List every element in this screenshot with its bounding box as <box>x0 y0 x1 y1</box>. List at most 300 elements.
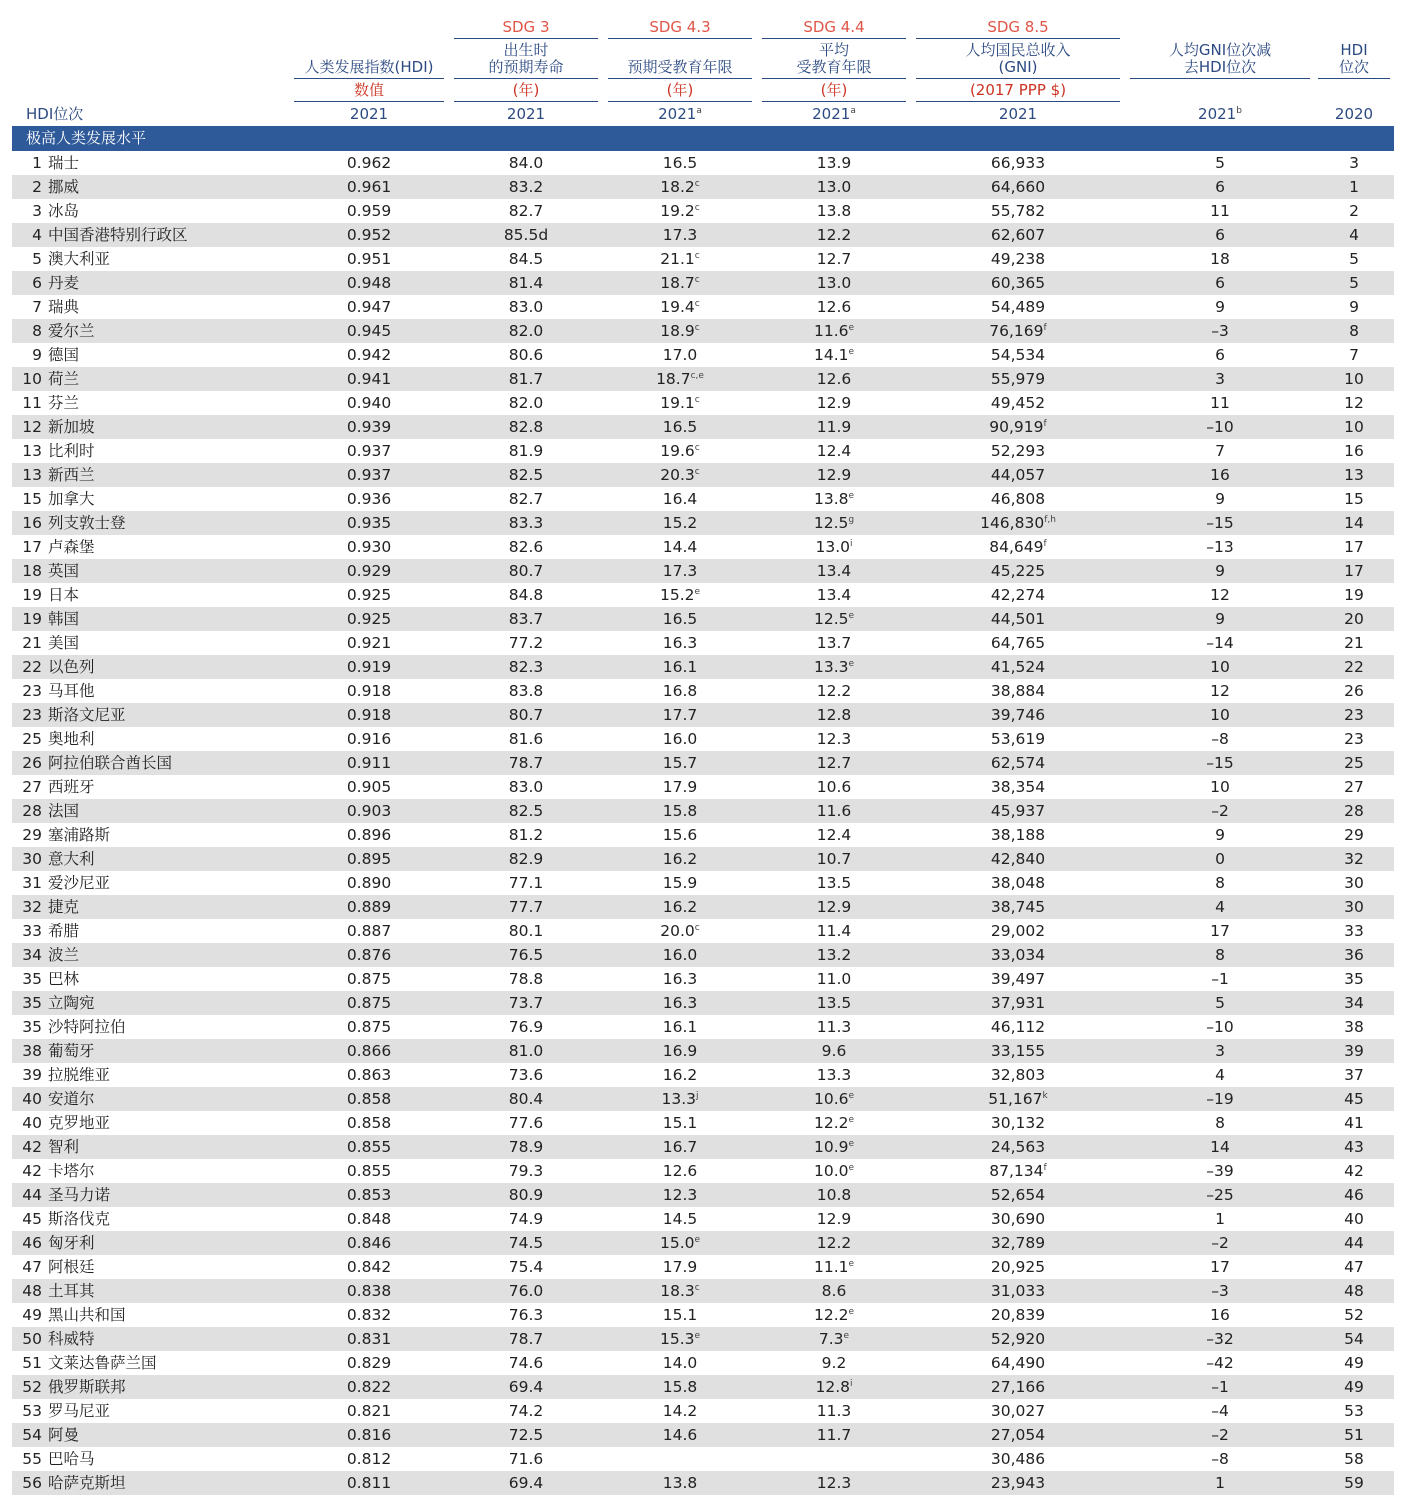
mean-schooling-cell: 7.3e <box>818 1330 850 1348</box>
col-title-diff-1: 人均GNI位次减 <box>1168 41 1272 59</box>
unit-hdi: 数值 <box>353 81 384 99</box>
country-cell: 沙特阿拉伯 <box>48 1018 126 1036</box>
table-row <box>12 1207 1394 1231</box>
table-row <box>12 1159 1394 1183</box>
table-row <box>12 655 1394 679</box>
gni-cell: 27,054 <box>990 1426 1046 1444</box>
hdi-rank-2020-cell: 25 <box>1344 754 1364 772</box>
table-row <box>12 919 1394 943</box>
life-expectancy-cell: 80.1 <box>508 922 544 940</box>
country-cell: 巴林 <box>48 970 80 988</box>
hdi-rank-2020-cell: 39 <box>1344 1042 1364 1060</box>
gni-rank-diff-cell: 4 <box>1215 898 1225 916</box>
mean-schooling-cell: 13.3e <box>813 658 855 676</box>
life-expectancy-cell: 74.9 <box>508 1210 544 1228</box>
mean-schooling-cell: 11.7 <box>816 1426 852 1444</box>
gni-cell: 64,490 <box>990 1354 1046 1372</box>
gni-cell: 146,830$^{f,h}$ <box>980 514 1056 532</box>
gni-cell: 42,840 <box>990 850 1046 868</box>
life-expectancy-cell: 74.2 <box>508 1402 544 1420</box>
gni-rank-diff-cell: 1 <box>1215 1474 1225 1492</box>
hdi-cell: 0.935 <box>346 514 392 532</box>
gni-cell: 51,167$^k$ <box>988 1090 1048 1108</box>
mean-schooling-cell: 13.3 <box>816 1066 852 1084</box>
country-cell: 中国香港特别行政区 <box>48 226 188 244</box>
hdi-cell: 0.848 <box>346 1210 392 1228</box>
mean-schooling-cell: 9.6 <box>821 1042 847 1060</box>
hdi-rank-2020-cell: 34 <box>1344 994 1364 1012</box>
mean-schooling-cell: 13.0 <box>816 178 852 196</box>
life-expectancy-cell: 82.9 <box>508 850 544 868</box>
sdg-rule <box>762 38 906 39</box>
rank-cell: 51 <box>22 1354 42 1372</box>
gni-rank-diff-cell: 5 <box>1215 994 1225 1012</box>
mean-schooling-cell <box>762 1447 906 1471</box>
title-rule <box>1318 78 1390 79</box>
mean-schooling-cell: 12.7 <box>816 250 852 268</box>
mean-schooling-cell: 12.6 <box>816 298 852 316</box>
gni-cell: 24,563 <box>990 1138 1046 1156</box>
gni-cell: 30,132 <box>990 1114 1046 1132</box>
hdi-rank-2020-cell: 26 <box>1344 682 1364 700</box>
gni-rank-diff-cell: –3 <box>1211 322 1229 340</box>
table-row <box>12 1183 1394 1207</box>
gni-rank-diff-cell: 14 <box>1210 1138 1230 1156</box>
rank-cell: 31 <box>22 874 42 892</box>
col-title-hdi: 人类发展指数(HDI) <box>304 58 434 76</box>
gni-cell: 33,034 <box>990 946 1046 964</box>
life-expectancy-cell: 71.6 <box>508 1450 544 1468</box>
gni-cell: 53,619 <box>990 730 1046 748</box>
expected-schooling-cell: 15.2 <box>662 514 698 532</box>
hdi-cell: 0.811 <box>346 1474 392 1492</box>
gni-cell: 38,884 <box>990 682 1046 700</box>
hdi-cell: 0.896 <box>346 826 392 844</box>
hdi-cell: 0.890 <box>346 874 392 892</box>
rank-cell: 15 <box>22 490 42 508</box>
table-row <box>12 1423 1394 1447</box>
table-row <box>12 1447 1394 1471</box>
table-row <box>12 247 1394 271</box>
hdi-cell: 0.842 <box>346 1258 392 1276</box>
expected-schooling-cell: 16.5 <box>662 154 698 172</box>
expected-schooling-cell: 19.4$^c$ <box>660 298 700 316</box>
mean-schooling-cell: 12.2e <box>813 1306 855 1324</box>
expected-schooling-cell: 14.2 <box>662 1402 698 1420</box>
table-row <box>12 607 1394 631</box>
gni-rank-diff-cell: 6 <box>1215 274 1225 292</box>
life-expectancy-cell: 82.5 <box>508 802 544 820</box>
gni-rank-diff-cell: 8 <box>1215 946 1225 964</box>
table-row <box>12 1303 1394 1327</box>
country-cell: 瑞典 <box>48 298 80 316</box>
mean-schooling-cell: 12.4 <box>816 826 852 844</box>
country-cell: 克罗地亚 <box>48 1114 111 1132</box>
country-cell: 匈牙利 <box>48 1234 95 1252</box>
table-row <box>12 223 1394 247</box>
gni-cell: 32,789 <box>990 1234 1046 1252</box>
title-rule <box>294 78 444 79</box>
country-cell: 英国 <box>48 562 80 580</box>
life-expectancy-cell: 81.0 <box>508 1042 544 1060</box>
expected-schooling-cell: 21.1$^c$ <box>660 250 700 268</box>
life-expectancy-cell: 69.4 <box>508 1474 544 1492</box>
table-row <box>12 295 1394 319</box>
hdi-rank-2020-cell: 21 <box>1344 634 1364 652</box>
hdi-rank-2020-cell: 16 <box>1344 442 1364 460</box>
rank-cell: 16 <box>22 514 42 532</box>
rank-cell: 10 <box>22 370 42 388</box>
life-expectancy-cell: 80.4 <box>508 1090 544 1108</box>
unit-rule <box>608 101 752 102</box>
life-expectancy-cell: 81.4 <box>508 274 544 292</box>
hdi-rank-2020-cell: 7 <box>1349 346 1359 364</box>
hdi-cell: 0.853 <box>346 1186 392 1204</box>
gni-rank-diff-cell: 11 <box>1210 394 1230 412</box>
life-expectancy-cell: 76.9 <box>508 1018 544 1036</box>
expected-schooling-cell: 17.9 <box>662 778 698 796</box>
life-expectancy-cell: 82.5 <box>508 466 544 484</box>
life-expectancy-cell: 78.7 <box>508 1330 544 1348</box>
col-title-prev-1: HDI <box>1340 41 1368 59</box>
rank-cell: 17 <box>22 538 42 556</box>
table-row <box>12 175 1394 199</box>
hdi-rank-2020-cell: 15 <box>1344 490 1364 508</box>
country-cell: 西班牙 <box>48 778 95 796</box>
gni-cell: 33,155 <box>990 1042 1046 1060</box>
hdi-cell: 0.919 <box>346 658 392 676</box>
country-cell: 美国 <box>48 634 80 652</box>
hdi-rank-2020-cell: 30 <box>1344 898 1364 916</box>
mean-schooling-cell: 13.0$^i$ <box>815 538 853 556</box>
gni-cell: 55,782 <box>990 202 1046 220</box>
rank-cell: 35 <box>22 994 42 1012</box>
hdi-cell: 0.838 <box>346 1282 392 1300</box>
rank-cell: 30 <box>22 850 42 868</box>
country-cell: 葡萄牙 <box>48 1042 95 1060</box>
hdi-cell: 0.855 <box>346 1162 392 1180</box>
life-expectancy-cell: 82.6 <box>508 538 544 556</box>
hdi-cell: 0.959 <box>346 202 392 220</box>
expected-schooling-cell: 19.6$^c$ <box>660 442 700 460</box>
mean-schooling-cell: 13.7 <box>816 634 852 652</box>
hdi-rank-2020-cell: 14 <box>1344 514 1364 532</box>
hdi-cell: 0.940 <box>346 394 392 412</box>
rank-cell: 35 <box>22 1018 42 1036</box>
life-expectancy-cell: 83.8 <box>508 682 544 700</box>
country-cell: 日本 <box>48 586 80 604</box>
table-row <box>12 271 1394 295</box>
title-rule <box>762 78 906 79</box>
country-cell: 以色列 <box>48 658 95 676</box>
hdi-cell: 0.952 <box>346 226 392 244</box>
title-rule <box>608 78 752 79</box>
life-expectancy-cell: 76.0 <box>508 1282 544 1300</box>
expected-schooling-cell: 15.0e <box>659 1234 701 1252</box>
mean-schooling-cell: 8.6 <box>821 1282 847 1300</box>
mean-schooling-cell: 11.1e <box>813 1258 855 1276</box>
life-expectancy-cell: 82.7 <box>508 490 544 508</box>
gni-cell: 38,188 <box>990 826 1046 844</box>
rank-cell: 23 <box>22 682 42 700</box>
gni-rank-diff-cell: 9 <box>1215 610 1225 628</box>
gni-cell: 54,534 <box>990 346 1046 364</box>
gni-cell: 20,839 <box>990 1306 1046 1324</box>
gni-rank-diff-cell: –2 <box>1211 802 1229 820</box>
hdi-cell: 0.918 <box>346 682 392 700</box>
gni-cell: 30,486 <box>990 1450 1046 1468</box>
expected-schooling-cell: 16.7 <box>662 1138 698 1156</box>
year-prev: 2020 <box>1334 105 1374 123</box>
mean-schooling-cell: 13.4 <box>816 562 852 580</box>
expected-schooling-cell: 18.7$^c$ <box>660 274 700 292</box>
gni-rank-diff-cell: 17 <box>1210 1258 1230 1276</box>
life-expectancy-cell: 78.7 <box>508 754 544 772</box>
gni-cell: 37,931 <box>990 994 1046 1012</box>
table-row <box>12 631 1394 655</box>
col-title-life-1: 出生时 <box>503 41 549 59</box>
hdi-cell: 0.937 <box>346 442 392 460</box>
life-expectancy-cell: 83.2 <box>508 178 544 196</box>
gni-rank-diff-cell: 10 <box>1210 778 1230 796</box>
country-cell: 圣马力诺 <box>48 1186 111 1204</box>
country-cell: 波兰 <box>48 946 80 964</box>
life-expectancy-cell: 82.0 <box>508 394 544 412</box>
rank-cell: 5 <box>32 250 42 268</box>
expected-schooling-cell: 17.0 <box>662 346 698 364</box>
country-cell: 斯洛文尼亚 <box>48 706 126 724</box>
gni-rank-diff-cell: –4 <box>1211 1402 1229 1420</box>
year-gni: 2021 <box>998 105 1038 123</box>
hdi-rank-2020-cell: 1 <box>1349 178 1359 196</box>
country-cell: 巴哈马 <box>48 1450 95 1468</box>
expected-schooling-cell: 16.3 <box>662 970 698 988</box>
expected-schooling-cell: 16.5 <box>662 610 698 628</box>
table-row <box>12 559 1394 583</box>
country-cell: 黑山共和国 <box>48 1306 126 1324</box>
table-row <box>12 703 1394 727</box>
gni-cell: 20,925 <box>990 1258 1046 1276</box>
rank-cell: 42 <box>22 1138 42 1156</box>
rank-cell: 6 <box>32 274 42 292</box>
gni-cell: 44,057 <box>990 466 1046 484</box>
life-expectancy-cell: 77.2 <box>508 634 544 652</box>
expected-schooling-cell: 15.7 <box>662 754 698 772</box>
rank-cell: 33 <box>22 922 42 940</box>
gni-rank-diff-cell: –42 <box>1206 1354 1234 1372</box>
life-expectancy-cell: 76.5 <box>508 946 544 964</box>
col-title-expected: 预期受教育年限 <box>627 58 733 76</box>
life-expectancy-cell: 78.8 <box>508 970 544 988</box>
gni-cell: 30,027 <box>990 1402 1046 1420</box>
life-expectancy-cell: 80.7 <box>508 562 544 580</box>
country-cell: 俄罗斯联邦 <box>48 1378 126 1396</box>
mean-schooling-cell: 11.4 <box>816 922 852 940</box>
life-expectancy-cell: 81.6 <box>508 730 544 748</box>
unit-rule <box>762 101 906 102</box>
table-row <box>12 199 1394 223</box>
sdg-label-gni: SDG 8.5 <box>987 18 1049 36</box>
country-cell: 塞浦路斯 <box>48 826 111 844</box>
expected-schooling-cell: 13.3$^j$ <box>661 1090 699 1108</box>
hdi-rank-2020-cell: 13 <box>1344 466 1364 484</box>
expected-schooling-cell: 16.9 <box>662 1042 698 1060</box>
sdg-label-life: SDG 3 <box>502 18 550 36</box>
title-rule <box>916 78 1120 79</box>
hdi-cell: 0.812 <box>346 1450 392 1468</box>
hdi-rank-2020-cell: 28 <box>1344 802 1364 820</box>
hdi-rank-2020-cell: 20 <box>1344 610 1364 628</box>
gni-cell: 31,033 <box>990 1282 1046 1300</box>
expected-schooling-cell: 16.0 <box>662 946 698 964</box>
gni-rank-diff-cell: –1 <box>1211 1378 1229 1396</box>
expected-schooling-cell: 15.1 <box>662 1306 698 1324</box>
hdi-rank-2020-cell: 54 <box>1344 1330 1364 1348</box>
gni-rank-diff-cell: 12 <box>1210 586 1230 604</box>
gni-cell: 64,765 <box>990 634 1046 652</box>
expected-schooling-cell: 15.9 <box>662 874 698 892</box>
mean-schooling-cell: 12.2 <box>816 682 852 700</box>
gni-cell: 62,607 <box>990 226 1046 244</box>
life-expectancy-cell: 84.8 <box>508 586 544 604</box>
expected-schooling-cell: 18.9$^c$ <box>660 322 700 340</box>
table-row <box>12 1039 1394 1063</box>
hdi-rank-2020-cell: 48 <box>1344 1282 1364 1300</box>
life-expectancy-cell: 83.7 <box>508 610 544 628</box>
expected-schooling-cell: 13.8 <box>662 1474 698 1492</box>
table-row <box>12 943 1394 967</box>
country-cell: 卡塔尔 <box>48 1162 95 1180</box>
country-cell: 希腊 <box>48 922 80 940</box>
country-cell: 阿拉伯联合酋长国 <box>48 754 173 772</box>
gni-cell: 52,920 <box>990 1330 1046 1348</box>
hdi-rank-2020-cell: 5 <box>1349 250 1359 268</box>
hdi-rank-2020-cell: 29 <box>1344 826 1364 844</box>
life-expectancy-cell: 80.9 <box>508 1186 544 1204</box>
rank-cell: 42 <box>22 1162 42 1180</box>
expected-schooling-cell: 16.3 <box>662 634 698 652</box>
rank-cell: 40 <box>22 1090 42 1108</box>
mean-schooling-cell: 12.3 <box>816 1474 852 1492</box>
expected-schooling-cell: 15.8 <box>662 802 698 820</box>
table-row <box>12 727 1394 751</box>
hdi-rank-2020-cell: 52 <box>1344 1306 1364 1324</box>
gni-rank-diff-cell: 3 <box>1215 370 1225 388</box>
table-row <box>12 679 1394 703</box>
country-cell: 德国 <box>48 346 80 364</box>
hdi-cell: 0.875 <box>346 994 392 1012</box>
sdg-rule <box>454 38 598 39</box>
mean-schooling-cell: 12.8$^i$ <box>815 1378 853 1396</box>
hdi-cell: 0.942 <box>346 346 392 364</box>
hdi-cell: 0.911 <box>346 754 392 772</box>
gni-rank-diff-cell: –13 <box>1206 538 1234 556</box>
country-cell: 哈萨克斯坦 <box>48 1474 126 1492</box>
table-row <box>12 151 1394 175</box>
country-cell: 新西兰 <box>48 466 95 484</box>
hdi-cell: 0.937 <box>346 466 392 484</box>
table-row <box>12 799 1394 823</box>
gni-cell: 45,937 <box>990 802 1046 820</box>
mean-schooling-cell: 12.2 <box>816 226 852 244</box>
mean-schooling-cell: 13.4 <box>816 586 852 604</box>
col-title-life-2: 的预期寿命 <box>488 58 564 76</box>
table-row <box>12 511 1394 535</box>
col-title-prev-2: 位次 <box>1338 58 1369 76</box>
rank-cell: 4 <box>32 226 42 244</box>
hdi-rank-2020-cell: 53 <box>1344 1402 1364 1420</box>
hdi-rank-2020-cell: 59 <box>1344 1474 1364 1492</box>
mean-schooling-cell: 12.6 <box>816 370 852 388</box>
country-cell: 阿曼 <box>48 1426 80 1444</box>
gni-rank-diff-cell: 12 <box>1210 682 1230 700</box>
unit-rule <box>294 101 444 102</box>
hdi-rank-2020-cell: 17 <box>1344 538 1364 556</box>
life-expectancy-cell: 83.0 <box>508 778 544 796</box>
unit-rule <box>454 101 598 102</box>
hdi-cell: 0.895 <box>346 850 392 868</box>
hdi-cell: 0.876 <box>346 946 392 964</box>
hdi-cell: 0.846 <box>346 1234 392 1252</box>
hdi-rank-2020-cell: 45 <box>1344 1090 1364 1108</box>
hdi-rank-2020-cell: 36 <box>1344 946 1364 964</box>
hdi-rank-2020-cell: 5 <box>1349 274 1359 292</box>
gni-rank-diff-cell: 6 <box>1215 346 1225 364</box>
col-title-mean-1: 平均 <box>818 41 849 59</box>
table-row <box>12 775 1394 799</box>
hdi-rank-2020-cell: 3 <box>1349 154 1359 172</box>
mean-schooling-cell: 11.3 <box>816 1402 852 1420</box>
country-cell: 科威特 <box>48 1330 95 1348</box>
gni-rank-diff-cell: 18 <box>1210 250 1230 268</box>
table-row <box>12 1327 1394 1351</box>
hdi-cell: 0.875 <box>346 970 392 988</box>
gni-rank-diff-cell: 0 <box>1215 850 1225 868</box>
mean-schooling-cell: 12.8 <box>816 706 852 724</box>
rank-cell: 25 <box>22 730 42 748</box>
gni-cell: 76,169$^f$ <box>989 322 1047 340</box>
mean-schooling-cell: 12.5$^g$ <box>813 514 855 532</box>
expected-schooling-cell: 16.2 <box>662 850 698 868</box>
expected-schooling-cell: 18.2$^c$ <box>660 178 700 196</box>
hdi-rank-2020-cell: 42 <box>1344 1162 1364 1180</box>
hdi-rank-2020-cell: 40 <box>1344 1210 1364 1228</box>
hdi-rank-2020-cell: 8 <box>1349 322 1359 340</box>
hdi-cell: 0.858 <box>346 1090 392 1108</box>
country-cell: 冰岛 <box>48 202 80 220</box>
hdi-rank-2020-cell: 17 <box>1344 562 1364 580</box>
table-row <box>12 439 1394 463</box>
hdi-rank-2020-cell: 43 <box>1344 1138 1364 1156</box>
rank-cell: 8 <box>32 322 42 340</box>
table-row <box>12 991 1394 1015</box>
gni-rank-diff-cell: 9 <box>1215 562 1225 580</box>
hdi-cell: 0.930 <box>346 538 392 556</box>
expected-schooling-cell: 15.3e <box>659 1330 701 1348</box>
mean-schooling-cell: 12.4 <box>816 442 852 460</box>
expected-schooling-cell: 14.6 <box>662 1426 698 1444</box>
rank-cell: 23 <box>22 706 42 724</box>
rank-cell: 53 <box>22 1402 42 1420</box>
expected-schooling-cell: 17.3 <box>662 562 698 580</box>
country-cell: 文莱达鲁萨兰国 <box>48 1354 157 1372</box>
rank-cell: 32 <box>22 898 42 916</box>
rank-cell: 11 <box>22 394 42 412</box>
hdi-rank-2020-cell: 30 <box>1344 874 1364 892</box>
rank-cell: 13 <box>22 466 42 484</box>
hdi-rank-2020-cell: 4 <box>1349 226 1359 244</box>
expected-schooling-cell: 14.5 <box>662 1210 698 1228</box>
